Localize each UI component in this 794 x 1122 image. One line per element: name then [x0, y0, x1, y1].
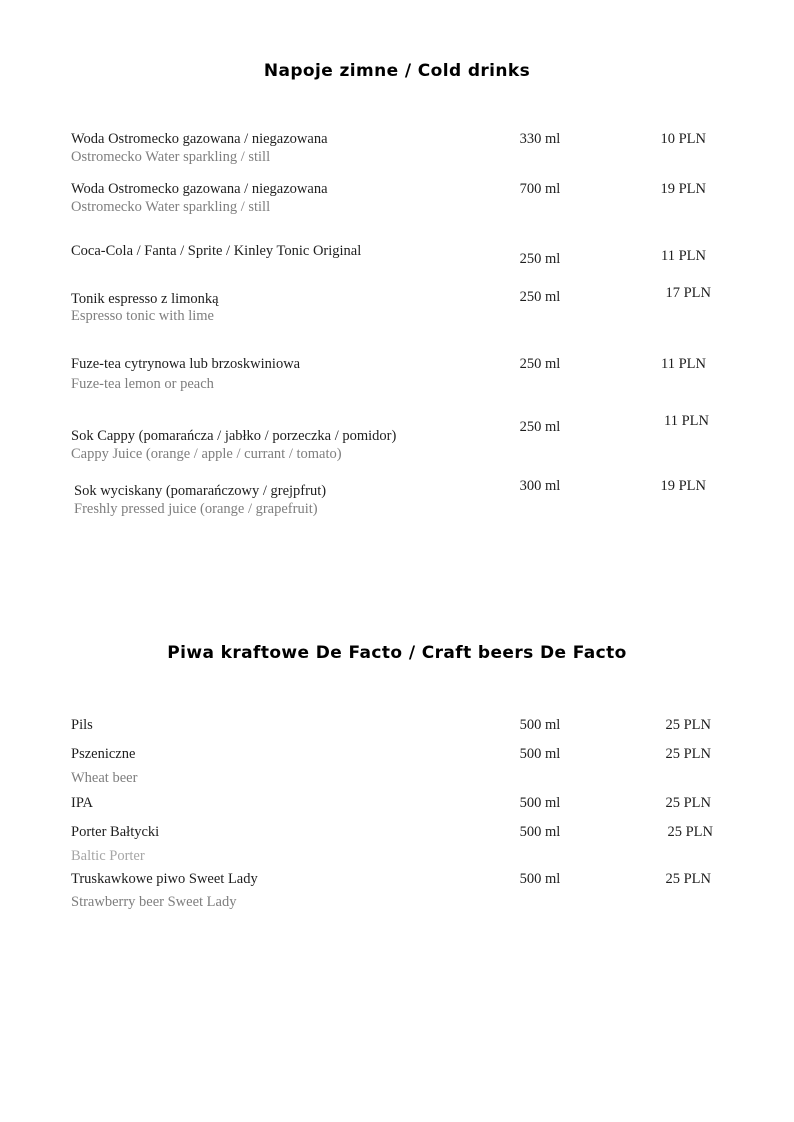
- item-volume: 330 ml: [519, 131, 561, 147]
- item-name: Truskawkowe piwo Sweet Lady: [71, 871, 258, 887]
- item-volume: 500 ml: [519, 824, 561, 840]
- item-subtitle: Ostromecko Water sparkling / still: [71, 149, 271, 165]
- item-name: Pszeniczne: [71, 746, 136, 762]
- item-subtitle: Fuze-tea lemon or peach: [71, 376, 214, 392]
- item-volume: 250 ml: [519, 419, 561, 435]
- item-volume: 500 ml: [519, 871, 561, 887]
- item-price: 19 PLN: [660, 478, 706, 494]
- item-price: 11 PLN: [661, 356, 706, 372]
- item-name: Porter Bałtycki: [71, 824, 160, 840]
- section-title-cold-drinks: Napoje zimne / Cold drinks: [263, 61, 531, 81]
- item-price: 25 PLN: [665, 795, 711, 811]
- item-subtitle: Ostromecko Water sparkling / still: [71, 199, 271, 215]
- item-name: Fuze-tea cytrynowa lub brzoskwiniowa: [71, 356, 301, 372]
- item-volume: 700 ml: [519, 181, 561, 197]
- item-name: Woda Ostromecko gazowana / niegazowana: [71, 131, 328, 147]
- item-name: Sok Cappy (pomarańcza / jabłko / porzeczka / pomidor): [71, 428, 397, 444]
- item-price: 25 PLN: [665, 717, 711, 733]
- item-name: Tonik espresso z limonką: [71, 291, 219, 307]
- item-subtitle: Espresso tonic with lime: [71, 308, 214, 324]
- item-price: 11 PLN: [661, 248, 706, 264]
- item-name: Sok wyciskany (pomarańczowy / grejpfrut): [74, 483, 327, 499]
- item-subtitle: Baltic Porter: [71, 848, 145, 864]
- item-name: Pils: [71, 717, 93, 733]
- item-price: 25 PLN: [665, 871, 711, 887]
- item-subtitle: Cappy Juice (orange / apple / currant / tomato): [71, 446, 342, 462]
- item-subtitle: Freshly pressed juice (orange / grapefruit): [74, 501, 318, 517]
- item-price: 25 PLN: [667, 824, 713, 840]
- item-price: 19 PLN: [660, 181, 706, 197]
- item-subtitle: Wheat beer: [71, 770, 138, 786]
- item-volume: 250 ml: [519, 251, 561, 267]
- item-subtitle: Strawberry beer Sweet Lady: [71, 894, 237, 910]
- item-name: Woda Ostromecko gazowana / niegazowana: [71, 181, 328, 197]
- item-volume: 500 ml: [519, 717, 561, 733]
- item-price: 25 PLN: [665, 746, 711, 762]
- item-volume: 250 ml: [519, 289, 561, 305]
- item-name: Coca-Cola / Fanta / Sprite / Kinley Tonic Original: [71, 243, 362, 259]
- item-volume: 250 ml: [519, 356, 561, 372]
- item-price: 10 PLN: [660, 131, 706, 147]
- item-price: 11 PLN: [664, 413, 709, 429]
- item-volume: 500 ml: [519, 746, 561, 762]
- item-price: 17 PLN: [665, 285, 711, 301]
- item-volume: 300 ml: [519, 478, 561, 494]
- section-title-craft-beers: Piwa kraftowe De Facto / Craft beers De Facto: [167, 643, 627, 663]
- item-volume: 500 ml: [519, 795, 561, 811]
- item-name: IPA: [71, 795, 94, 811]
